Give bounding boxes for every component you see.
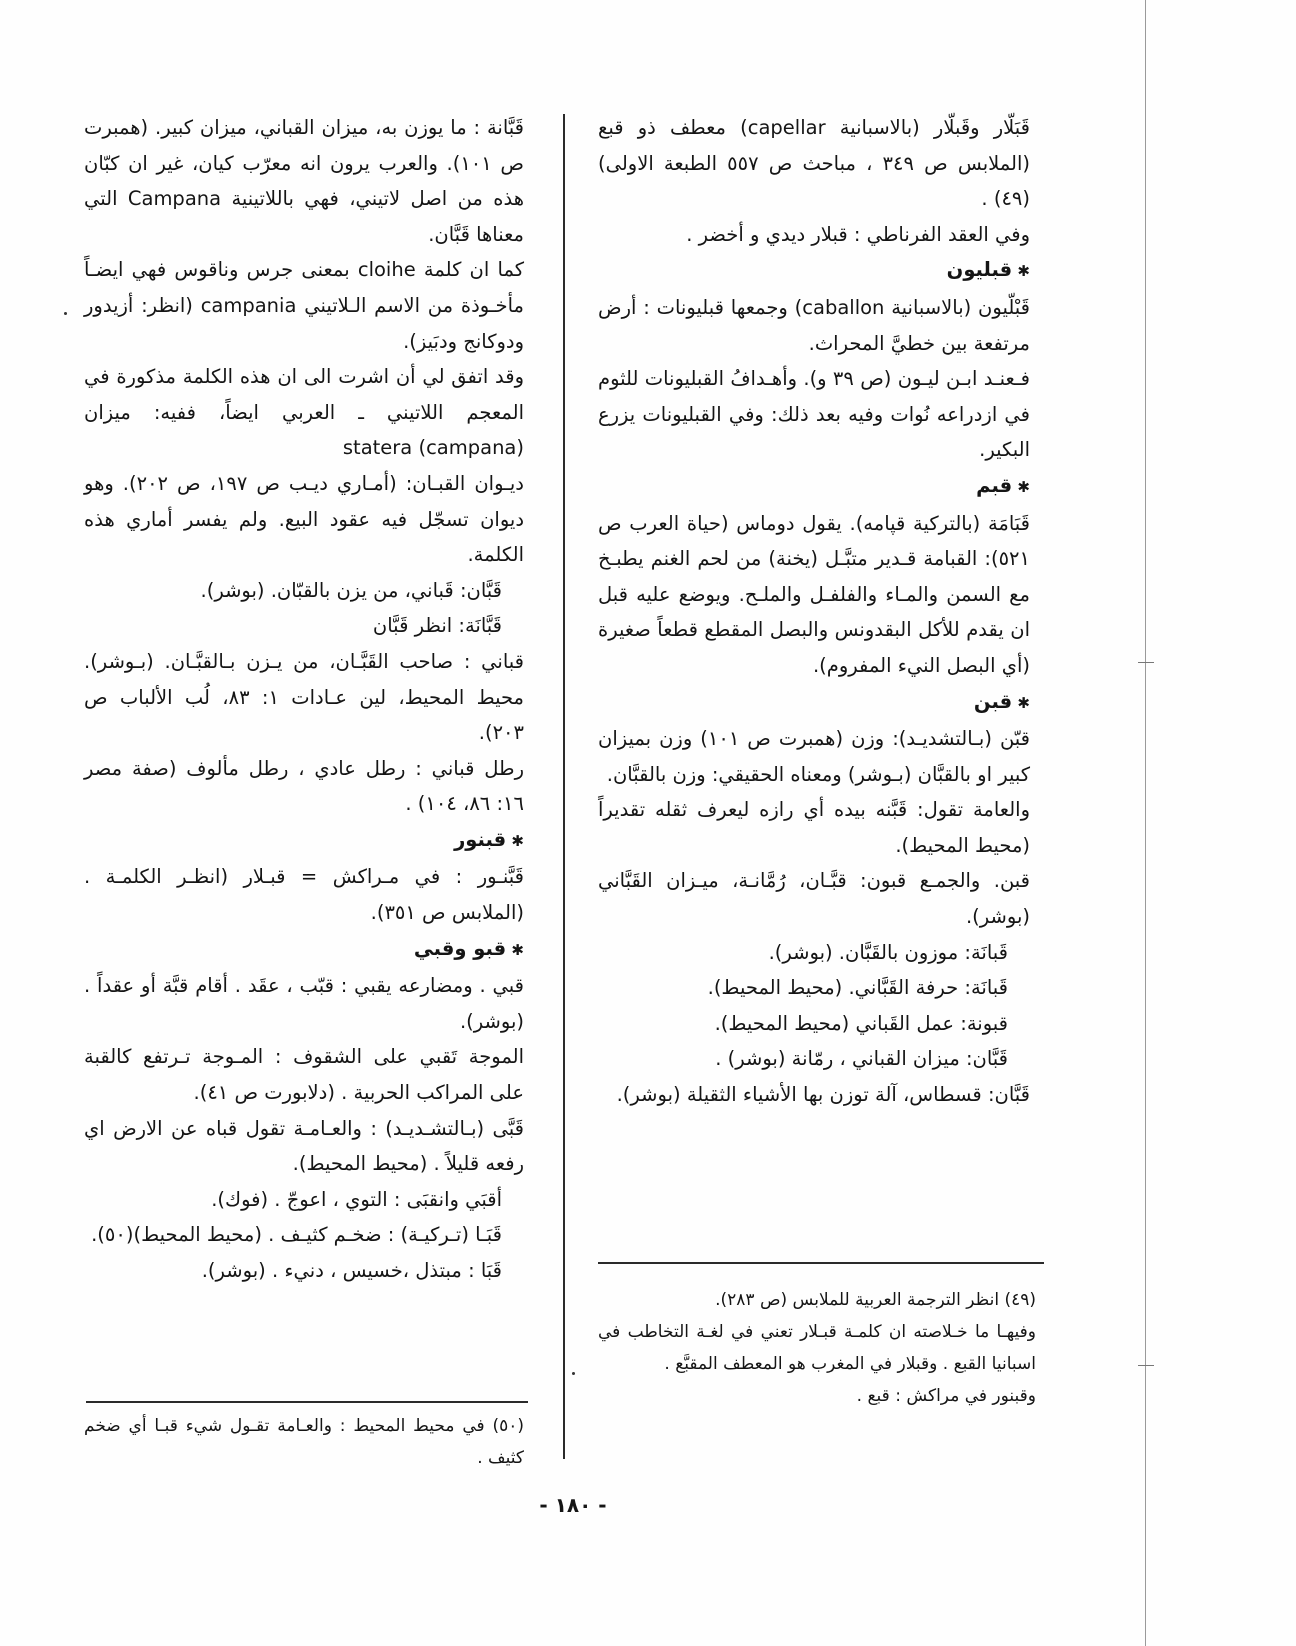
footnote-line: وقبنور في مراكش : قبع . — [856, 1386, 1036, 1406]
paragraph: قَبَّنـور : في مـراكش = قبـلار (انظـر الكلمـة . (الملابس ص ٣٥١). — [84, 865, 524, 925]
page-number: - ١٨٠ - — [539, 1493, 607, 1517]
paragraph: ديـوان القبـان: (أمـاري ديـب ص ١٩٧، ص ٢٠٢). وهو ديوان تسجّل فيه عقود البيع. ولم يفسر أماري هذه الكلمة. — [84, 471, 524, 567]
paragraph: قَبَّانة : ما يوزن به، ميزان القباني، ميزان كبير. (همبرت ص ١٠١). والعرب يرون انه معرّب كيان، غير ان كبّان هذه من اصل لاتيني، فهي باللاتينية Campana التي معناها قَبَّان. — [84, 116, 524, 246]
entry-heading: ✱ قبن — [598, 684, 1030, 722]
paragraph: فـعنـد ابـن ليـون (ص ٣٩ و). وأهـدافُ القبليونات للثوم في ازدراعه نُوات وفيه بعد ذلك: وفي القبليونات يزرع البكير. — [598, 367, 1030, 462]
paragraph: قَبَامَة (بالتركية قپامه). يقول دوماس (حياة العرب ص ٥٢١): القبامة قـدير متبَّـل (يخنة) من لحم الغنم يطبـخ مع السمن والمـاء والفلفـل والملـح. ويوضع عليه قبل ان يقدم للأكل البقدونس والبصل المقطع قطعاً صغيرة (أي البصل النيء المفروم). — [598, 511, 1030, 677]
scan-speck — [64, 312, 67, 315]
sub-entry: قَبَـا (تـركيـة) : ضخـم كثيـف . (محيط المحيط)(٥٠). — [91, 1223, 502, 1247]
paragraph: قبّن (بـالتشديـد): وزن (همبرت ص ١٠١) وزن بميزان كبير او بالقبَّان (بـوشر) ومعناه الحقيقي: وزن بالقبَّان. — [598, 727, 1030, 786]
entry-heading: ✱ قبو وقبي — [84, 931, 524, 969]
sub-entry: قَبَّان: قَباني، من يزن بالقبّان. (بوشر). — [200, 578, 502, 602]
paragraph: الموجة تَقبي على الشقوف : المـوجة تـرتفع كالقبة على المراكب الحربية . (دلابورت ص ٤١). — [84, 1045, 524, 1105]
footnotes-right — [598, 1284, 1036, 1412]
sub-entry: قَبانَة: موزون بالقَبَّان. (بوشر). — [768, 940, 1008, 964]
sub-entry: قَبانَة: حرفة القَبَّاني. (محيط المحيط). — [707, 976, 1008, 1000]
entry-heading: ✱ قبليون — [598, 252, 1030, 290]
entry-heading: ✱ قبم — [598, 468, 1030, 506]
right-column — [598, 110, 1030, 1113]
paragraph: قبي . ومضارعه يقبي : قبّب ، عقَد . أقام قبَّة أو عقداً . (بوشر). — [84, 974, 524, 1033]
paragraph: قَبَّى (بـالتشـديـد) : والعـامـة تقول قباه عن الارض اي رفعه قليلاً . (محيط المحيط). — [84, 1116, 524, 1176]
paragraph: (٥٠) في محيط المحيط : والعـامة تقـول شيء قبـا أي ضخم كثيف . — [84, 1416, 524, 1468]
paragraph: قبن. والجمـع قبون: قبَّـان، رُمَّانـة، ميـزان القَبَّاني (بوشر). — [598, 869, 1030, 929]
paragraph: وفيهـا ما خـلاصته ان كلمـة قبـلار تعني في لغـة التخاطب في اسبانيا القبع . وقبلار في المغرب هو المعطف المقبَّع . — [598, 1322, 1036, 1374]
paragraph: والعامة تقول: قَبَّنه بيده أي رازه ليعرف ثقله تقديراً (محيط المحيط). — [598, 798, 1030, 857]
paragraph: قَبَّان: قسطاس، آلة توزن بها الأشياء الثقيلة (بوشر). — [616, 1083, 1030, 1107]
column-divider — [563, 114, 565, 1459]
sub-entry: قَبَّانَة: انظر قَبَّان — [372, 614, 502, 638]
paragraph: وقد اتفق لي أن اشرت الى ان هذه الكلمة مذكورة في المعجم اللاتيني ـ العربي ايضاً، ففيه: ميزان (campana) statera — [84, 365, 524, 460]
footnotes-left — [84, 1410, 524, 1474]
paragraph: قَبَلّار وقَبلّار (بالاسبانية capellar) معطف ذو قبع (الملابس ص ٣٤٩ ، مباحث ص ٥٥٧ الطبعة الاولى)(٤٩) . — [598, 116, 1031, 211]
sub-entry: أقبَي وانقبَى : التوي ، اعوجّ . (فوك). — [211, 1187, 502, 1211]
left-column — [84, 110, 524, 1289]
footnote-rule-right — [598, 1262, 1044, 1264]
paragraph: (٤٩) انظر الترجمة العربية للملابس (ص ٢٨٣). — [715, 1290, 1036, 1310]
sub-entry: قبونة: عمل القَباني (محيط المحيط). — [714, 1011, 1008, 1035]
footnote-rule-left — [86, 1401, 528, 1403]
scan-edge-line — [1145, 0, 1146, 1646]
scan-edge-tick — [1138, 662, 1154, 663]
entry-heading: ✱ قبنور — [84, 822, 524, 860]
paragraph: كما ان كلمة cloihe بمعنى جرس وناقوس فهي ايضـاً مأخـوذة من الاسم الـلاتيني campania (انظر: أزيدور ودوكانج ودبَيز). — [84, 258, 524, 353]
scan-speck — [572, 1372, 575, 1375]
scan-edge-tick — [1138, 1365, 1154, 1366]
paragraph: قَبْلّيون (بالاسبانية caballon) وجمعها قبليونات : أرض مرتفعة بين خطيَّ المحراث. — [598, 295, 1031, 355]
paragraph: قباني : صاحب القَبَّـان، من يـزن بـالقبَّـان. (بـوشر). محيط المحيط، لين عـادات ١: ٨٣، لُب الألباب ص ٢٠٣). — [84, 649, 525, 745]
paragraph: رطل قباني : رطل عادي ، رطل مألوف (صفة مصر ١٦: ٨٦، ١٠٤) . — [84, 756, 524, 816]
sub-entry: قَبَا : مبتذل ،خسيس ، دنيء . (بوشر). — [201, 1259, 502, 1282]
paragraph: وفي العقد الفرناطي : قبلار ديدي و أخضر . — [686, 222, 1030, 246]
sub-entry: قَبَّان: ميزان القباني ، رمّانة (بوشر) . — [715, 1047, 1008, 1071]
